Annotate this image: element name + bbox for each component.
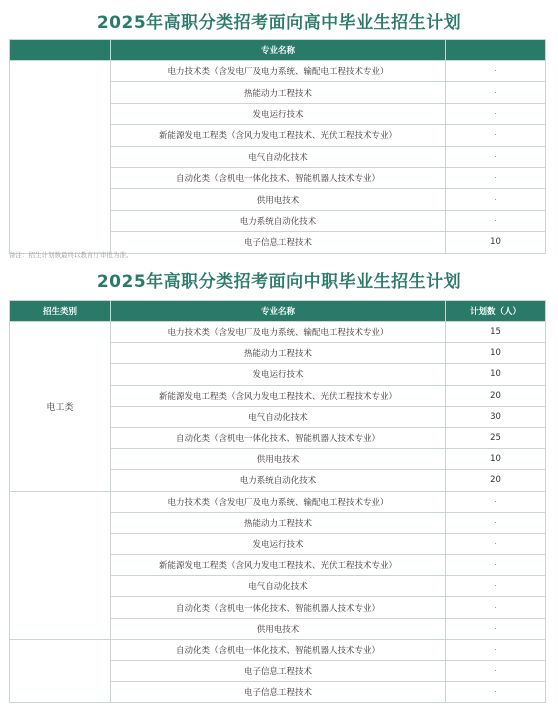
table-header-row (10, 301, 546, 322)
major-cell: 热能动力工程技术 (111, 343, 446, 364)
major-cell: 热能动力工程技术 (111, 82, 446, 103)
major-cell: 电子信息工程技术 (111, 232, 446, 253)
count-cell: · (446, 167, 546, 188)
count-cell: 30 (446, 406, 546, 427)
major-cell: 供用电技术 (111, 189, 446, 210)
header-category (10, 40, 111, 61)
category-cell (10, 639, 111, 703)
major-cell: 发电运行技术 (111, 533, 446, 554)
major-cell: 电力技术类（含发电厂及电力系统、输配电工程技术专业） (111, 491, 446, 512)
major-cell: 自动化类（含机电一体化技术、智能机器人技术专业） (111, 167, 446, 188)
major-cell: 电力技术类（含发电厂及电力系统、输配电工程技术专业） (111, 322, 446, 343)
count-cell: 10 (446, 343, 546, 364)
major-cell: 电力系统自动化技术 (111, 470, 446, 491)
header-category: 招生类别 (10, 301, 111, 322)
count-cell: · (446, 103, 546, 124)
category-cell (10, 61, 111, 254)
major-cell: 电气自动化技术 (111, 146, 446, 167)
count-cell: · (446, 618, 546, 639)
count-cell: · (446, 661, 546, 682)
table-header-row (10, 40, 546, 61)
major-cell: 电子信息工程技术 (111, 682, 446, 703)
count-cell: · (446, 576, 546, 597)
category-cell: 电工类 (10, 322, 111, 492)
major-cell: 电力系统自动化技术 (111, 210, 446, 231)
count-cell: · (446, 61, 546, 82)
major-cell: 供用电技术 (111, 618, 446, 639)
count-cell: · (446, 491, 546, 512)
major-cell: 电气自动化技术 (111, 406, 446, 427)
major-cell: 自动化类（含机电一体化技术、智能机器人技术专业） (111, 639, 446, 660)
major-cell: 发电运行技术 (111, 364, 446, 385)
major-cell: 新能源发电工程类（含风力发电工程技术、光伏工程技术专业） (111, 385, 446, 406)
count-cell: · (446, 555, 546, 576)
count-cell: · (446, 639, 546, 660)
count-cell: · (446, 597, 546, 618)
plan-table-high-school (9, 39, 546, 254)
count-cell: · (446, 146, 546, 167)
table-row (10, 61, 546, 82)
major-cell: 供用电技术 (111, 449, 446, 470)
count-cell: · (446, 189, 546, 210)
header-major: 专业名称 (111, 40, 446, 61)
count-cell: 10 (446, 232, 546, 253)
header-major: 专业名称 (111, 301, 446, 322)
count-cell: 10 (446, 449, 546, 470)
count-cell: 25 (446, 427, 546, 448)
page-title-high-school: 2025年高职分类招考面向高中毕业生招生计划 (96, 13, 462, 33)
count-cell: · (446, 210, 546, 231)
count-cell: 20 (446, 470, 546, 491)
plan-table-vocational (9, 300, 546, 703)
table-row (10, 322, 546, 343)
count-cell: · (446, 682, 546, 703)
category-cell (10, 491, 111, 639)
major-cell: 新能源发电工程类（含风力发电工程技术、光伏工程技术专业） (111, 555, 446, 576)
major-cell: 电气自动化技术 (111, 576, 446, 597)
page-title-vocational: 2025年高职分类招考面向中职毕业生招生计划 (96, 272, 462, 292)
major-cell: 热能动力工程技术 (111, 512, 446, 533)
major-cell: 发电运行技术 (111, 103, 446, 124)
table-row (10, 639, 546, 660)
count-cell: · (446, 125, 546, 146)
footnote: 备注：招生计划数最终以教育厅审批为准。 (9, 251, 133, 259)
major-cell: 新能源发电工程类（含风力发电工程技术、光伏工程技术专业） (111, 125, 446, 146)
header-count: 计划数（人） (446, 301, 546, 322)
major-cell: 电子信息工程技术 (111, 661, 446, 682)
count-cell: · (446, 533, 546, 554)
count-cell: · (446, 512, 546, 533)
count-cell: 10 (446, 364, 546, 385)
count-cell: 15 (446, 322, 546, 343)
major-cell: 电力技术类（含发电厂及电力系统、输配电工程技术专业） (111, 61, 446, 82)
count-cell: 20 (446, 385, 546, 406)
header-count (446, 40, 546, 61)
major-cell: 自动化类（含机电一体化技术、智能机器人技术专业） (111, 597, 446, 618)
major-cell: 自动化类（含机电一体化技术、智能机器人技术专业） (111, 427, 446, 448)
count-cell: · (446, 82, 546, 103)
table-row (10, 491, 546, 512)
